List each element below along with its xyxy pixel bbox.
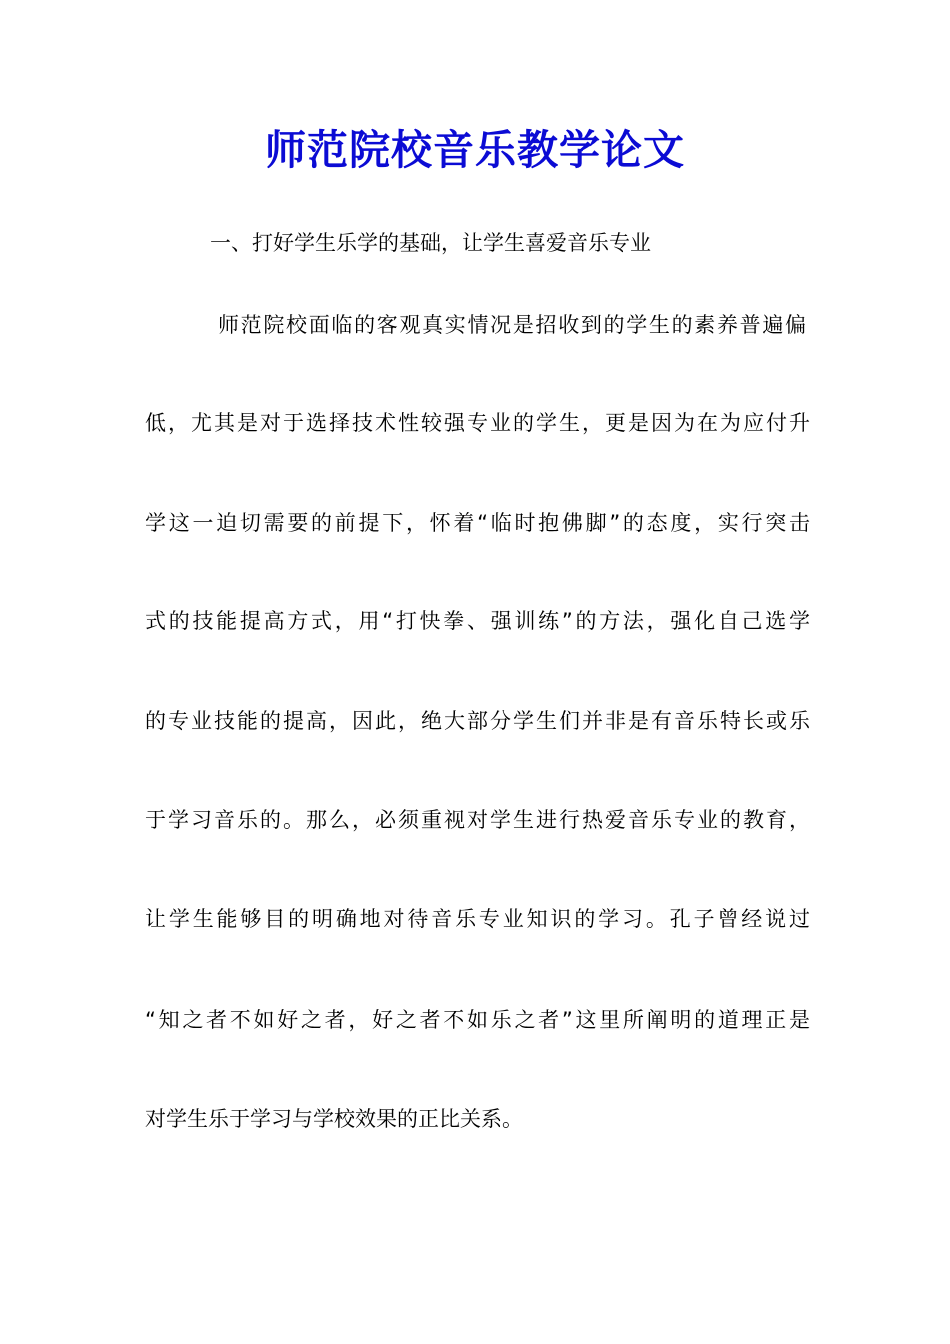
paragraph-line: 学这一迫切需要的前提下，怀着“临时抱佛脚”的态度，实行突击: [145, 511, 810, 535]
paragraph-line: 于学习音乐的。那么，必须重视对学生进行热爱音乐专业的教育，: [145, 808, 810, 832]
section-heading: 一、打好学生乐学的基础，让学生喜爱音乐专业: [210, 231, 651, 255]
document-title: 师范院校音乐教学论文: [265, 126, 685, 174]
paragraph-line: 对学生乐于学习与学校效果的正比关系。: [145, 1107, 523, 1131]
paragraph-line: 的专业技能的提高，因此，绝大部分学生们并非是有音乐特长或乐: [145, 709, 810, 733]
paragraph-line: 低，尤其是对于选择技术性较强专业的学生，更是因为在为应付升: [145, 411, 810, 435]
paragraph-line: “知之者不如好之者，好之者不如乐之者”这里所阐明的道理正是: [145, 1008, 810, 1032]
paragraph-line: 师范院校面临的客观真实情况是招收到的学生的素养普遍偏: [218, 313, 806, 337]
paragraph-line: 式的技能提高方式，用“打快拳、强训练”的方法，强化自己选学: [145, 609, 810, 633]
paragraph-line: 让学生能够目的明确地对待音乐专业知识的学习。孔子曾经说过: [145, 907, 810, 931]
